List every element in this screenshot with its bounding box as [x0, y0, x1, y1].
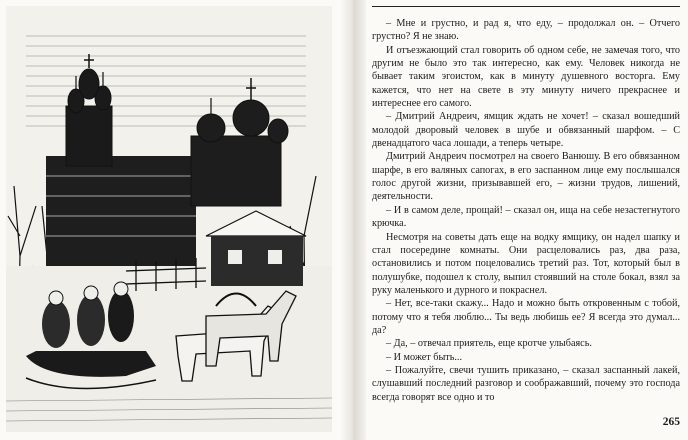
engraving — [6, 6, 332, 432]
body-text — [372, 17, 680, 404]
header-rule — [372, 6, 680, 7]
book-gutter — [340, 0, 366, 440]
paragraph: – Нет, все-таки скажу... Надо и можно быть откровенным с тобой, потому что я тебя люблю... Ты ведь любишь ее? Я всегда это думал... да? — [372, 298, 680, 336]
paragraph: – Дмитрий Андреич, ямщик ждать не хочет! – сказал вошедший молодой дворовый человек в шубе и обвязанный шарфом. – С двенадцатого часа лошади, а теперь четыре. — [372, 111, 680, 150]
paragraph: – Мне и грустно, и рад я, что еду, – продолжал он. – Отчего грустно? Я не знаю. — [372, 18, 680, 43]
cottage — [206, 211, 306, 286]
page-number: 265 — [662, 416, 680, 428]
monastery-wall — [46, 156, 196, 266]
cathedral — [191, 78, 288, 206]
paragraph: – И в самом деле, прощай! – сказал он, ища на себе незастегнутого крючка. — [372, 204, 680, 230]
paragraph: – Пожалуйте, свечи тушить приказано, – сказал заспанный лакей, слушавший последний разговор и соображавший, почему это господа всегда говорят все одно и то — [372, 364, 680, 403]
paragraph: – Да, – отвечал приятель, еще кротче улыбаясь. — [386, 338, 592, 350]
paragraph: Дмитрий Андреич посмотрел на своего Ванюшу. В его обвязанном шарфе, в его валяных сапогах, в его заспанном лице ему послышался голос другой жизни, призывавшей его, – жизни трудов, лишений, деятельности. — [372, 151, 680, 203]
paragraph: Несмотря на советы дать еще на водку ямщику, он надел шапку и стал посередине комнаты. Они расцеловались раз, два раза, остановились и потом поцеловались третий раз. Тот, который был в полушубке, подошел к столу, выпил стоявший на столе бокал, взял за руку маленького и дурного и покраснел. — [372, 231, 680, 296]
paragraph: – И может быть... — [386, 351, 463, 363]
paragraph: И отъезжающий стал говорить об одном себе, не замечая того, что другим не было это так интересно, как ему. Человек никогда не бывает таким эгоистом, как в минуту душевного восторга. Ему кажется, что нет на свете в эту минуту ничего прекраснее и интереснее его самого. — [372, 44, 680, 110]
illustration — [6, 6, 332, 432]
text-page — [372, 6, 680, 432]
bell-tower — [66, 54, 112, 166]
